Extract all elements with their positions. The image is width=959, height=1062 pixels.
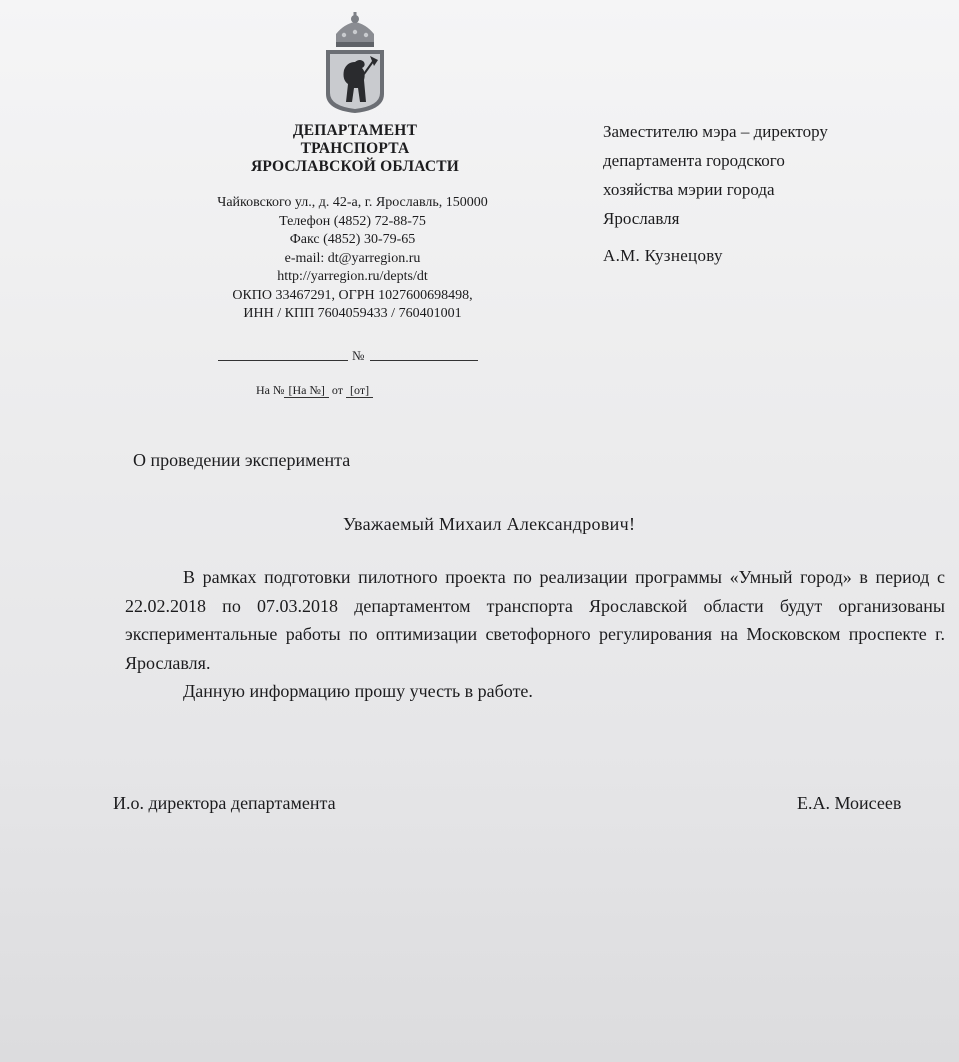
reference-prefix: На № (256, 383, 285, 397)
registration-line (218, 348, 480, 364)
signatory-title: И.о. директора департамента (113, 793, 336, 813)
body-paragraph: В рамках подготовки пилотного проекта по реализации программы «Умный город» в период с 22.02.2018 по 07.03.2018 департаментом транспорта Ярославской области будут организованы экспериментальные работы по оптимизации светофорного регулирования на Московском проспекте г. Ярославля. (125, 567, 945, 673)
contact-inn-kpp: ИНН / КПП 7604059433 / 760401001 (243, 306, 462, 321)
contact-fax: Факс (4852) 30-79-65 (289, 232, 416, 247)
registration-date-blank (218, 360, 348, 361)
addressee-block (603, 117, 933, 233)
contact-address: Чайковского ул., д. 42-а, г. Ярославль, 150000 (217, 195, 488, 210)
department-name-line: ДЕПАРТАМЕНТ (292, 122, 418, 139)
addressee-line: Ярославля (603, 209, 680, 228)
contact-email: e-mail: dt@yarregion.ru (284, 250, 421, 266)
addressee-line: хозяйства мэрии города (603, 180, 775, 199)
letter-body (125, 563, 945, 706)
registration-number-blank (370, 360, 478, 361)
signatory-name: Е.А. Моисеев (797, 793, 902, 813)
letter-greeting: Уважаемый Михаил Александрович! (343, 514, 636, 534)
contact-website: http://yarregion.ru/depts/dt (277, 269, 428, 284)
reference-line (256, 383, 373, 398)
contact-okpo-ogrn: ОКПО 33467291, ОГРН 1027600698498, (232, 287, 473, 303)
letter-subject: О проведении эксперимента (133, 450, 351, 470)
addressee-line: департамента городского (603, 151, 785, 170)
recipient-name: А.М. Кузнецову (603, 246, 723, 265)
reference-date: [от] (346, 383, 373, 398)
contact-phone: Телефон (4852) 72-88-75 (279, 213, 426, 229)
addressee-line: Заместителю мэра – директору (603, 122, 828, 141)
reference-number: [На №] (284, 383, 328, 398)
body-paragraph: Данную информацию прошу учесть в работе. (183, 681, 533, 701)
number-mark: № (352, 348, 365, 363)
department-name-line: ТРАНСПОРТА (300, 140, 410, 157)
department-name-line: ЯРОСЛАВСКОЙ ОБЛАСТИ (250, 158, 460, 175)
department-name (190, 122, 520, 176)
coat-of-arms-icon (322, 10, 388, 114)
reference-from-label: от (331, 383, 343, 397)
department-contacts (150, 194, 555, 324)
